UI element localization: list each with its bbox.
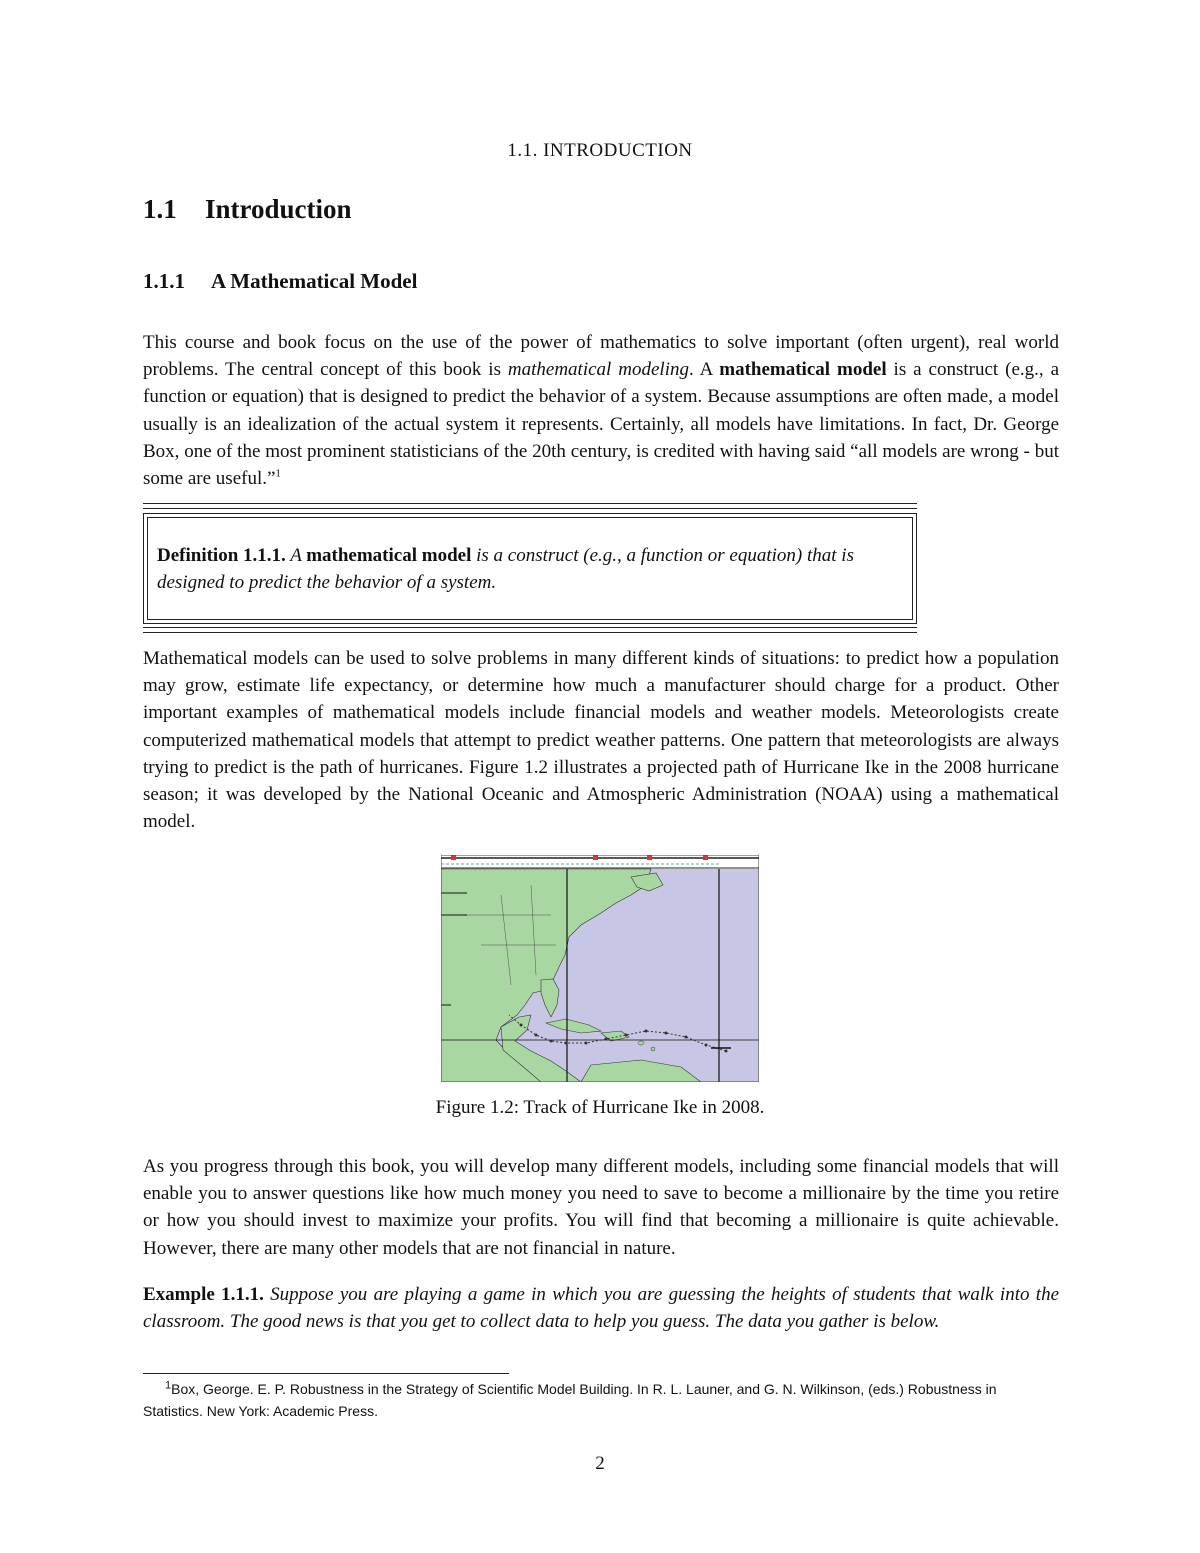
definition-text	[157, 542, 897, 596]
figure-caption: Figure 1.2: Track of Hurricane Ike in 2008.	[435, 1097, 765, 1118]
example-text: Suppose you are playing a game in which you are guessing the heights of students that walk into the classroom. The good news is that you get to collect data to help you guess. The data you gather is below.	[143, 1284, 1059, 1333]
map-svg	[441, 855, 759, 1082]
definition-text-1: A	[285, 545, 307, 566]
paragraph-intro	[143, 329, 1059, 492]
bold-mathematical-model: mathematical model	[719, 359, 887, 381]
section-title: Introduction	[205, 194, 352, 224]
subsection-heading	[143, 269, 417, 294]
paragraph-progress: As you progress through this book, you will develop many different models, including some financial models that will enable you to answer questions like how much money you need to save to become a millionaire by the time you retire or how you should invest to maximize your profits. You will find that becoming a millionaire is quite achievable. However, there are many other models that are not financial in nature.	[143, 1156, 1059, 1259]
subsection-number: 1.1.1	[143, 269, 185, 293]
definition-label: Definition 1.1.1.	[157, 545, 286, 566]
footnote	[143, 1378, 1059, 1422]
section-heading	[143, 194, 352, 225]
example-label: Example 1.1.1.	[143, 1284, 264, 1305]
example-block	[143, 1281, 1059, 1335]
page-number: 2	[595, 1453, 605, 1474]
footnote-reference[interactable]: 1	[275, 467, 281, 480]
definition-top-rule	[143, 503, 917, 509]
subsection-title: A Mathematical Model	[211, 269, 418, 293]
section-number: 1.1	[143, 194, 177, 224]
footnote-text: Box, George. E. P. Robustness in the Strategy of Scientific Model Building. In R. L. Launer, and G. N. Wilkinson, (eds.) Robustness in Statistics. New York: Academic Press.	[143, 1381, 997, 1419]
running-head: 1.1. INTRODUCTION	[507, 140, 693, 161]
paragraph-intro-text-3: is a construct (e.g., a function or equation) that is designed to predict the behavior of a system. Because assumptions are often made, a model usually is an idealization of the actual system it represents. Certainly, all models have limitations. In fact, Dr. George Box, one of the most prominent statisticians of the 20th century, is credited with having said “all models are wrong - but some are useful.”	[143, 359, 1060, 490]
paragraph-intro-text-2: . A	[688, 359, 720, 381]
definition-bottom-rule	[143, 627, 917, 633]
definition-text-2: is a construct (e.g., a function or equation) that is designed to predict the behavior of a system.	[157, 545, 854, 593]
definition-term: mathematical model	[306, 545, 472, 566]
footnote-rule	[143, 1373, 509, 1374]
definition-box	[143, 513, 917, 624]
paragraph-intro-text-1: This course and book focus on the use of the power of mathematics to solve important (often urgent), real world problems. The central concept of this book is	[143, 332, 1059, 381]
paragraph-models-uses: Mathematical models can be used to solve problems in many different kinds of situations: to predict how a population may grow, estimate life expectancy, or determine how much a manufacturer should charge for a product. Other important examples of mathematical models include financial models and weather models. Meteorologists create computerized mathematical models that attempt to predict weather patterns. One pattern that meteorologists are always trying to predict is the path of hurricanes. Figure 1.2 illustrates a projected path of Hurricane Ike in the 2008 hurricane season; it was developed by the National Oceanic and Atmospheric Administration (NOAA) using a mathematical model.	[143, 648, 1059, 833]
hurricane-track-map	[441, 855, 759, 1082]
emphasis-mathematical-modeling: mathematical modeling	[507, 359, 689, 381]
footnote-mark: 1	[165, 1379, 172, 1392]
